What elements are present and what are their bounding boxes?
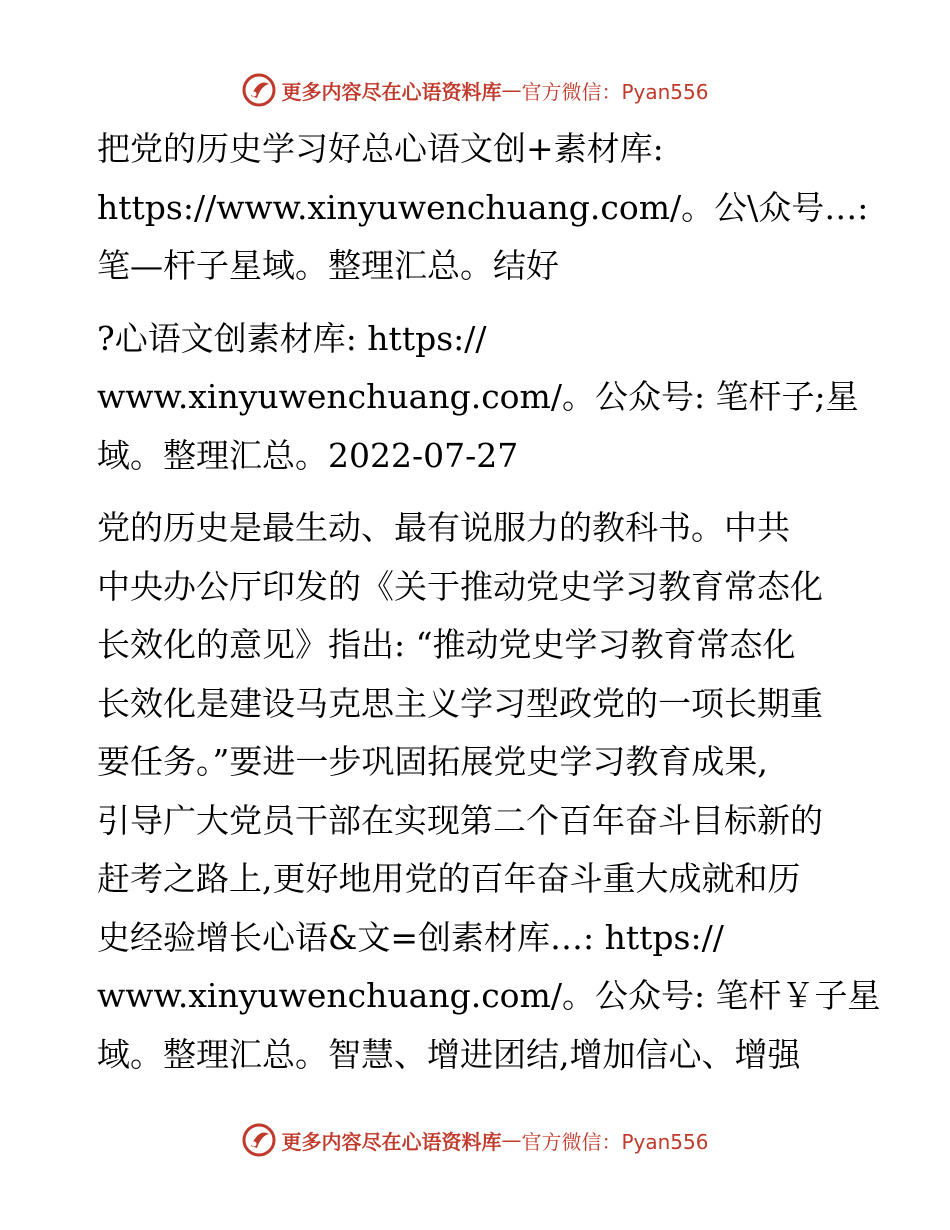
text-line: 引导广大党员干部在实现第二个百年奋斗目标新的 (97, 800, 823, 840)
text-line: www.xinyuwenchuang.com/。公众号: 笔杆子;星 (97, 377, 859, 416)
text-line: 长效化是建设马克思主义学习型政党的一项长期重 (97, 683, 823, 723)
banner-separator: — (501, 78, 522, 102)
text-line: 域。整理汇总。2022-07-27 (97, 435, 519, 475)
banner-title: 更多内容尽在心语资料库 (281, 1129, 502, 1154)
brand-logo-icon (241, 1122, 277, 1158)
text-line: 史经验增长心语&文=创素材库…: https:// (97, 917, 724, 957)
banner-wechat: 官方微信：Pyan556 (521, 79, 709, 104)
paragraph (97, 499, 881, 1084)
text-line: 把党的历史学习好总心语文创+素材库: (97, 129, 664, 168)
brand-logo-icon (241, 72, 277, 108)
paragraph (97, 310, 857, 486)
banner-wechat: 官方微信：Pyan556 (521, 1129, 709, 1154)
text-line: 笔—杆子星域。整理汇总。结好 (97, 246, 559, 285)
text-line: 长效化的意见》指出: “推动党史学习教育常态化 (97, 625, 796, 664)
text-line: 赶考之路上,更好地用党的百年奋斗重大成就和历 (97, 859, 801, 898)
footer-banner (0, 1120, 950, 1160)
text-line: ?心语文创素材库: https:// (97, 318, 487, 358)
text-line: 域。整理汇总。智慧、增进团结,增加信心、增强 (97, 1034, 801, 1074)
header-banner (0, 70, 950, 110)
text-line: 要任务。”要进一步巩固拓展党史学习教育成果, (97, 742, 768, 781)
document-body (97, 120, 881, 1084)
text-line: www.xinyuwenchuang.com/。公众号: 笔杆￥子星 (97, 976, 881, 1015)
text-line: 党的历史是最生动、最有说服力的教科书。中共 (97, 508, 790, 547)
text-line: 中央办公厅印发的《关于推动党史学习教育常态化 (97, 566, 823, 606)
banner-title: 更多内容尽在心语资料库 (281, 79, 502, 104)
text-line: https://www.xinyuwenchuang.com/。公\众号…: (97, 187, 869, 227)
paragraph (97, 120, 869, 296)
banner-separator: — (501, 1128, 522, 1152)
